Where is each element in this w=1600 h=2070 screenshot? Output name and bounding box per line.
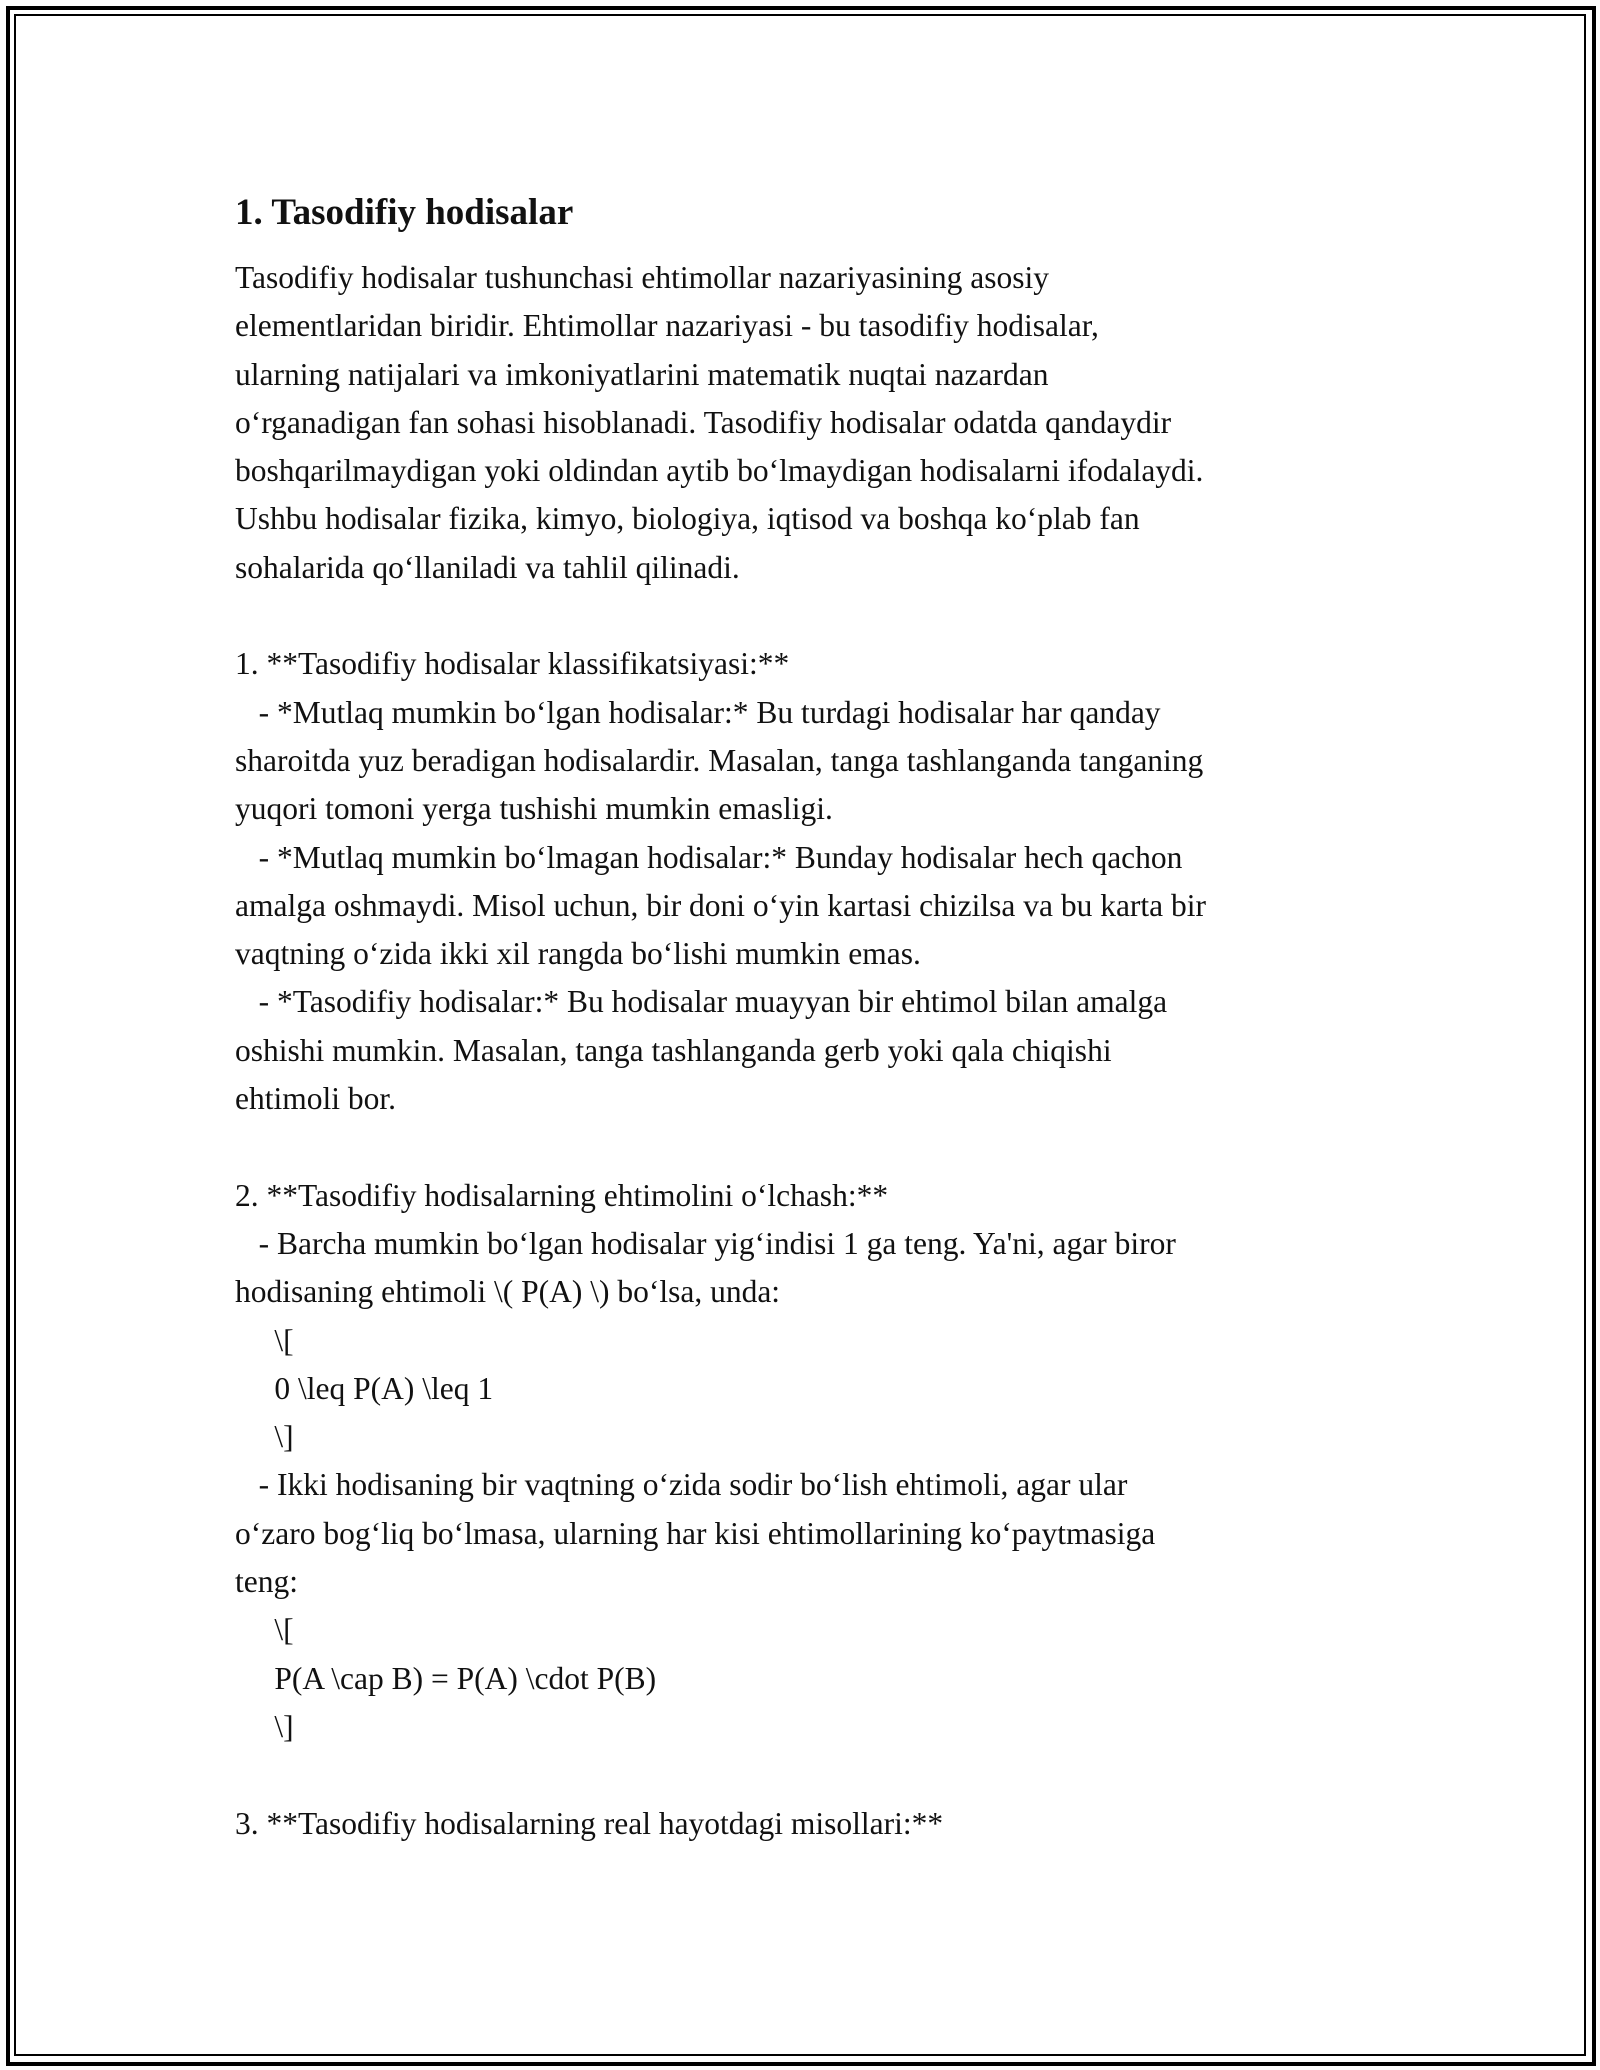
text-line: amalga oshmaydi. Misol uchun, bir doni o‘yin kartasi chizilsa va bu karta bir <box>235 887 1207 923</box>
text-line: ehtimoli bor. <box>235 1081 396 1117</box>
text-line <box>235 1751 1395 1799</box>
text-line: sharoitda yuz beradigan hodisalardir. Masalan, tanga tashlanganda tanganing <box>235 742 1204 778</box>
text-line: oshishi mumkin. Masalan, tanga tashlanganda gerb yoki qala chiqishi <box>235 1032 1112 1068</box>
text-line: - Ikki hodisaning bir vaqtning o‘zida sodir bo‘lish ehtimoli, agar ular <box>235 1467 1128 1503</box>
text-line: 3. **Tasodifiy hodisalarning real hayotdagi misollari:** <box>235 1805 944 1841</box>
text-line: \] <box>235 1708 294 1744</box>
body-text <box>235 254 1395 1848</box>
text-line <box>235 1123 1395 1171</box>
text-line: sohalarida qo‘llaniladi va tahlil qilinadi. <box>235 549 740 585</box>
document-content <box>235 188 1395 1848</box>
text-line: Tasodifiy hodisalar tushunchasi ehtimollar nazariyasining asosiy <box>235 260 1049 295</box>
text-line: \[ <box>235 1612 294 1648</box>
text-line: - Barcha mumkin bo‘lgan hodisalar yig‘indisi 1 ga teng. Ya'ni, agar biror <box>235 1225 1176 1261</box>
text-line: - *Mutlaq mumkin bo‘lgan hodisalar:* Bu turdagi hodisalar har qanday <box>235 694 1161 730</box>
text-line: 2. **Tasodifiy hodisalarning ehtimolini o‘lchash:** <box>235 1177 889 1213</box>
text-line: vaqtning o‘zida ikki xil rangda bo‘lishi mumkin emas. <box>235 936 921 972</box>
text-line: elementlaridan biridir. Ehtimollar nazariyasi - bu tasodifiy hodisalar, <box>235 308 1099 344</box>
text-line: P(A \cap B) = P(A) \cdot P(B) <box>235 1660 657 1696</box>
text-line: boshqarilmaydigan yoki oldindan aytib bo‘lmaydigan hodisalarni ifodalaydi. <box>235 453 1204 489</box>
text-line: 0 \leq P(A) \leq 1 <box>235 1370 494 1406</box>
text-line <box>235 592 1395 640</box>
text-line: \[ <box>235 1322 294 1358</box>
section-title: 1. Tasodifiy hodisalar <box>235 192 574 233</box>
text-line: o‘zaro bog‘liq bo‘lmasa, ularning har kisi ehtimollarining ko‘paytmasiga <box>235 1515 1156 1551</box>
text-line: o‘rganadigan fan sohasi hisoblanadi. Tasodifiy hodisalar odatda qandaydir <box>235 404 1172 440</box>
text-line: yuqori tomoni yerga tushishi mumkin emasligi. <box>235 791 833 827</box>
text-line: \] <box>235 1419 294 1455</box>
text-line: teng: <box>235 1564 298 1600</box>
text-line: Ushbu hodisalar fizika, kimyo, biologiya, iqtisod va boshqa ko‘plab fan <box>235 501 1140 537</box>
text-line: ularning natijalari va imkoniyatlarini matematik nuqtai nazardan <box>235 356 1049 392</box>
text-line: hodisaning ehtimoli \( P(A) \) bo‘lsa, unda: <box>235 1274 781 1310</box>
text-line: 1. **Tasodifiy hodisalar klassifikatsiyasi:** <box>235 646 790 682</box>
text-line: - *Tasodifiy hodisalar:* Bu hodisalar muayyan bir ehtimol bilan amalga <box>235 984 1168 1020</box>
text-line: - *Mutlaq mumkin bo‘lmagan hodisalar:* Bunday hodisalar hech qachon <box>235 839 1183 875</box>
